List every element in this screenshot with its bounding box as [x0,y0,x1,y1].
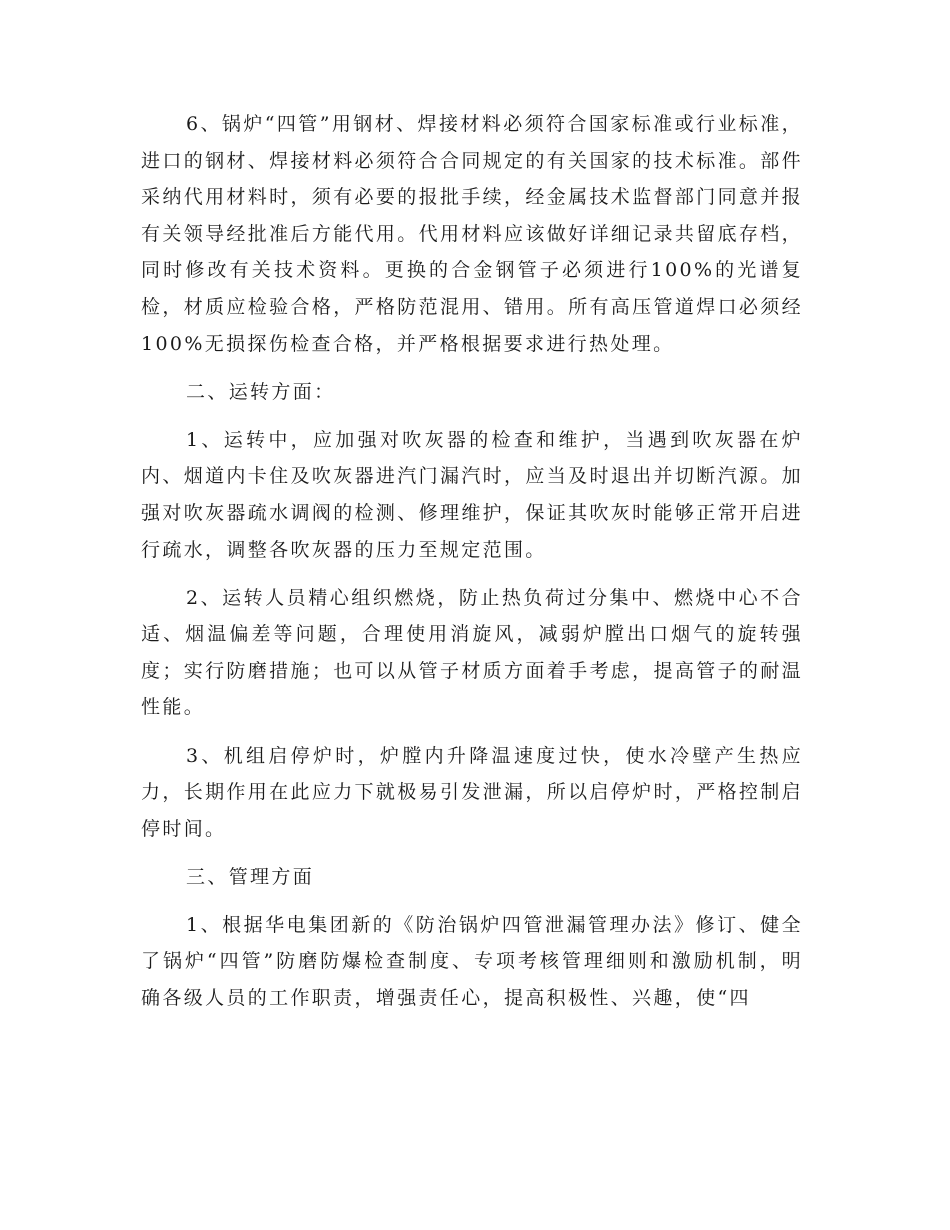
paragraph-combustion: 2、运转人员精心组织燃烧，防止热负荷过分集中、燃烧中心不合适、烟温偏差等问题，合理使用消旋风，减弱炉膛出口烟气的旋转强度；实行防磨措施；也可以从管子材质方面着手考虑，提高管子的耐温性能。 [141,586,803,719]
paragraph-material-standards: 6、锅炉“四管”用钢材、焊接材料必须符合国家标准或行业标准，进口的钢材、焊接材料必须符合合同规定的有关国家的技术标准。部件采纳代用材料时，须有必要的报批手续，经金属技术监督部门同意并报有关领导经批准后方能代用。代用材料应该做好详细记录共留底存档，同时修改有关技术资料。更换的合金钢管子必须进行100%的光谱复检，材质应检验合格，严格防范混用、错用。所有高压管道焊口必须经100%无损探伤检查合格，并严格根据要求进行热处理。 [141,113,803,355]
paragraph-soot-blower: 1、运转中，应加强对吹灰器的检查和维护，当遇到吹灰器在炉内、烟道内卡住及吹灰器进汽门漏汽时，应当及时退出并切断汽源。加强对吹灰器疏水调阀的检测、修理维护，保证其吹灰时能够正常开启进行疏水，调整各吹灰器的压力至规定范围。 [141,428,803,561]
section-heading-operation: 二、运转方面： [186,380,336,403]
document-page [141,106,803,1028]
paragraph-startup-shutdown: 3、机组启停炉时，炉膛内升降温速度过快，使水冷壁产生热应力，长期作用在此应力下就极易引发泄漏，所以启停炉时，严格控制启停时间。 [141,744,803,840]
paragraph-management-rules: 1、根据华电集团新的《防治锅炉四管泄漏管理办法》修订、健全了锅炉“四管”防磨防爆检查制度、专项考核管理细则和激励机制，明确各级人员的工作职责，增强责任心，提高积极性、兴趣，使“四 [141,913,803,1010]
section-heading-management: 三、管理方面 [186,865,315,888]
